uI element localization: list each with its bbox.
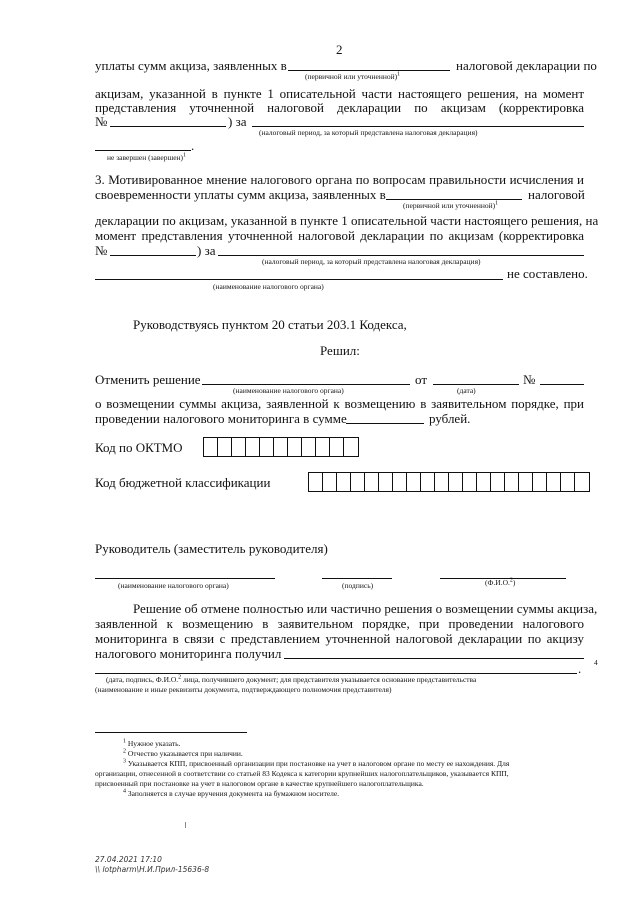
tax-period-field[interactable] (252, 126, 584, 127)
kbk-cells[interactable] (308, 472, 590, 492)
hint-primary-2: (первичной или уточненной)$^1$ (403, 200, 499, 210)
para1-line1-b: налоговой декларации по (456, 58, 597, 73)
decided-heading: Решил: (320, 343, 360, 358)
receipt-line4: налогового мониторинга получил (95, 646, 282, 661)
footnote-3-line3: присвоенный при постановке на учет в налоговом органе в качестве крупнейшего налогоплательщика. (95, 779, 424, 788)
footnote-3-line2: организации, отнесенной в соответствии со статьей 83 Кодекса к категории крупнейших налогоплательщиков, указывается КПП, (95, 769, 509, 778)
primary-or-updated-field[interactable] (288, 70, 450, 71)
received-by-field[interactable] (284, 658, 584, 659)
hint-status: не завершен (завершен)$^1$ (107, 152, 187, 162)
oktmo-cells[interactable] (203, 437, 359, 457)
hint-tax-period-2: (налоговый период, за который представлена налоговая декларация) (262, 257, 481, 266)
footnote-1: $^1$ Нужное указать. (123, 738, 181, 748)
cancel-line1-no: № (523, 372, 536, 387)
amount-field[interactable] (346, 423, 424, 424)
primary-or-updated-field-2[interactable] (386, 199, 522, 200)
hint-date: (дата) (457, 386, 476, 395)
hint-tax-authority-1: (наименование налогового органа) (213, 282, 324, 291)
cancel-line3-b: рублей. (429, 411, 471, 426)
para3-line1: 3. Мотивированное мнение налогового органа по вопросам правильности исчисления и (95, 172, 584, 187)
hint-signature-authority: (наименование налогового органа) (118, 581, 229, 590)
cancel-line1-a: Отменить решение (95, 372, 201, 387)
para3-line2-a: своевременности уплаты сумм акциза, заявленных в (95, 187, 386, 202)
footnote-4: $^4$ Заполняется в случае вручения документа на бумажном носителе. (123, 788, 340, 798)
para1-line3: представления уточненной налоговой декларации по акцизам (корректировка (95, 100, 584, 115)
guided-by-text: Руководствуясь пунктом 20 статьи 203.1 Кодекса, (133, 317, 407, 332)
receipt-line3: мониторинга в связи с представлением уточненной налоговой декларации по акцизу (95, 631, 584, 646)
cancel-line2: о возмещении суммы акциза, заявленной к возмещению в заявительном порядке, при (95, 396, 584, 411)
hint-tax-authority-2: (наименование налогового органа) (233, 386, 344, 395)
cancel-date-field[interactable] (433, 384, 519, 385)
hint-receipt-2: (наименование и иные реквизиты документа, подтверждающего полномочия представителя) (95, 685, 392, 694)
hint-primary-1: (первичной или уточненной)$^1$ (305, 71, 401, 81)
tax-authority-field[interactable] (95, 279, 503, 280)
para3-line4: момент представления уточненной налоговой декларации по акцизам (корректировка (95, 228, 584, 243)
para3-line2-b: налоговой (528, 187, 585, 202)
para1-line5-dot: . (191, 138, 195, 153)
cancel-number-field[interactable] (540, 384, 584, 385)
para1-line1-a: уплаты сумм акциза, заявленных в (95, 58, 287, 73)
footnote-2: $^2$ Отчество указывается при наличии. (123, 748, 243, 758)
receipt-line2: заявленной к возмещению в заявительном порядке, при проведении налогового (95, 616, 584, 631)
received-by-field-2[interactable] (95, 673, 577, 674)
signature-field[interactable] (322, 578, 392, 579)
signature-authority-field[interactable] (95, 578, 275, 579)
kbk-label: Код бюджетной классификации (95, 475, 271, 490)
tax-period-field-2[interactable] (218, 255, 584, 256)
hint-signature: (подпись) (342, 581, 374, 590)
cancel-authority-field[interactable] (202, 384, 410, 385)
footnote-3-line1: $^3$ Указывается КПП, присвоенный организации при постановке на учет в налоговом органе по месту ее нахождения. Для (123, 758, 510, 768)
print-stamp-date: 27.04.2021 17:10 (95, 855, 162, 864)
receipt-line5-sup: 4 (594, 658, 598, 667)
para1-line2: акцизам, указанной в пункте 1 описательной части настоящего решения, на момент (95, 86, 584, 101)
correction-number-field[interactable] (110, 126, 226, 127)
hint-fio: (Ф.И.О.$^2$) (485, 577, 516, 587)
receipt-line5-dot: . (578, 661, 582, 676)
para3-line5-no: № (95, 243, 108, 258)
correction-number-field-2[interactable] (110, 255, 196, 256)
hint-receipt-1: (дата, подпись, Ф.И.О.$^2$ лица, получившего документ; для представителя указывается основание представительства (106, 674, 477, 684)
para3-line6-end: не составлено. (507, 266, 588, 281)
receipt-line1: Решение об отмене полностью или частично решения о возмещении суммы акциза, (133, 601, 598, 616)
cancel-line3-a: проведении налогового мониторинга в сумме (95, 411, 347, 426)
para1-line4-za: ) за (228, 114, 247, 129)
print-stamp-path: \\ lotpharm\Н.И.Прил-15636-8 (95, 865, 210, 874)
page-number: 2 (336, 42, 343, 57)
head-label: Руководитель (заместитель руководителя) (95, 541, 328, 556)
oktmo-label: Код по ОКТМО (95, 440, 183, 455)
para1-line4-no: № (95, 114, 108, 129)
scan-mark (185, 822, 186, 828)
hint-tax-period-1: (налоговый период, за который представлена налоговая декларация) (259, 128, 478, 137)
para3-line3: декларации по акцизам, указанной в пункте 1 описательной части настоящего решения, на (95, 213, 599, 228)
status-field[interactable] (95, 150, 191, 151)
para3-line5-za: ) за (197, 243, 216, 258)
footnote-separator (95, 732, 247, 733)
cancel-line1-ot: от (415, 372, 428, 387)
